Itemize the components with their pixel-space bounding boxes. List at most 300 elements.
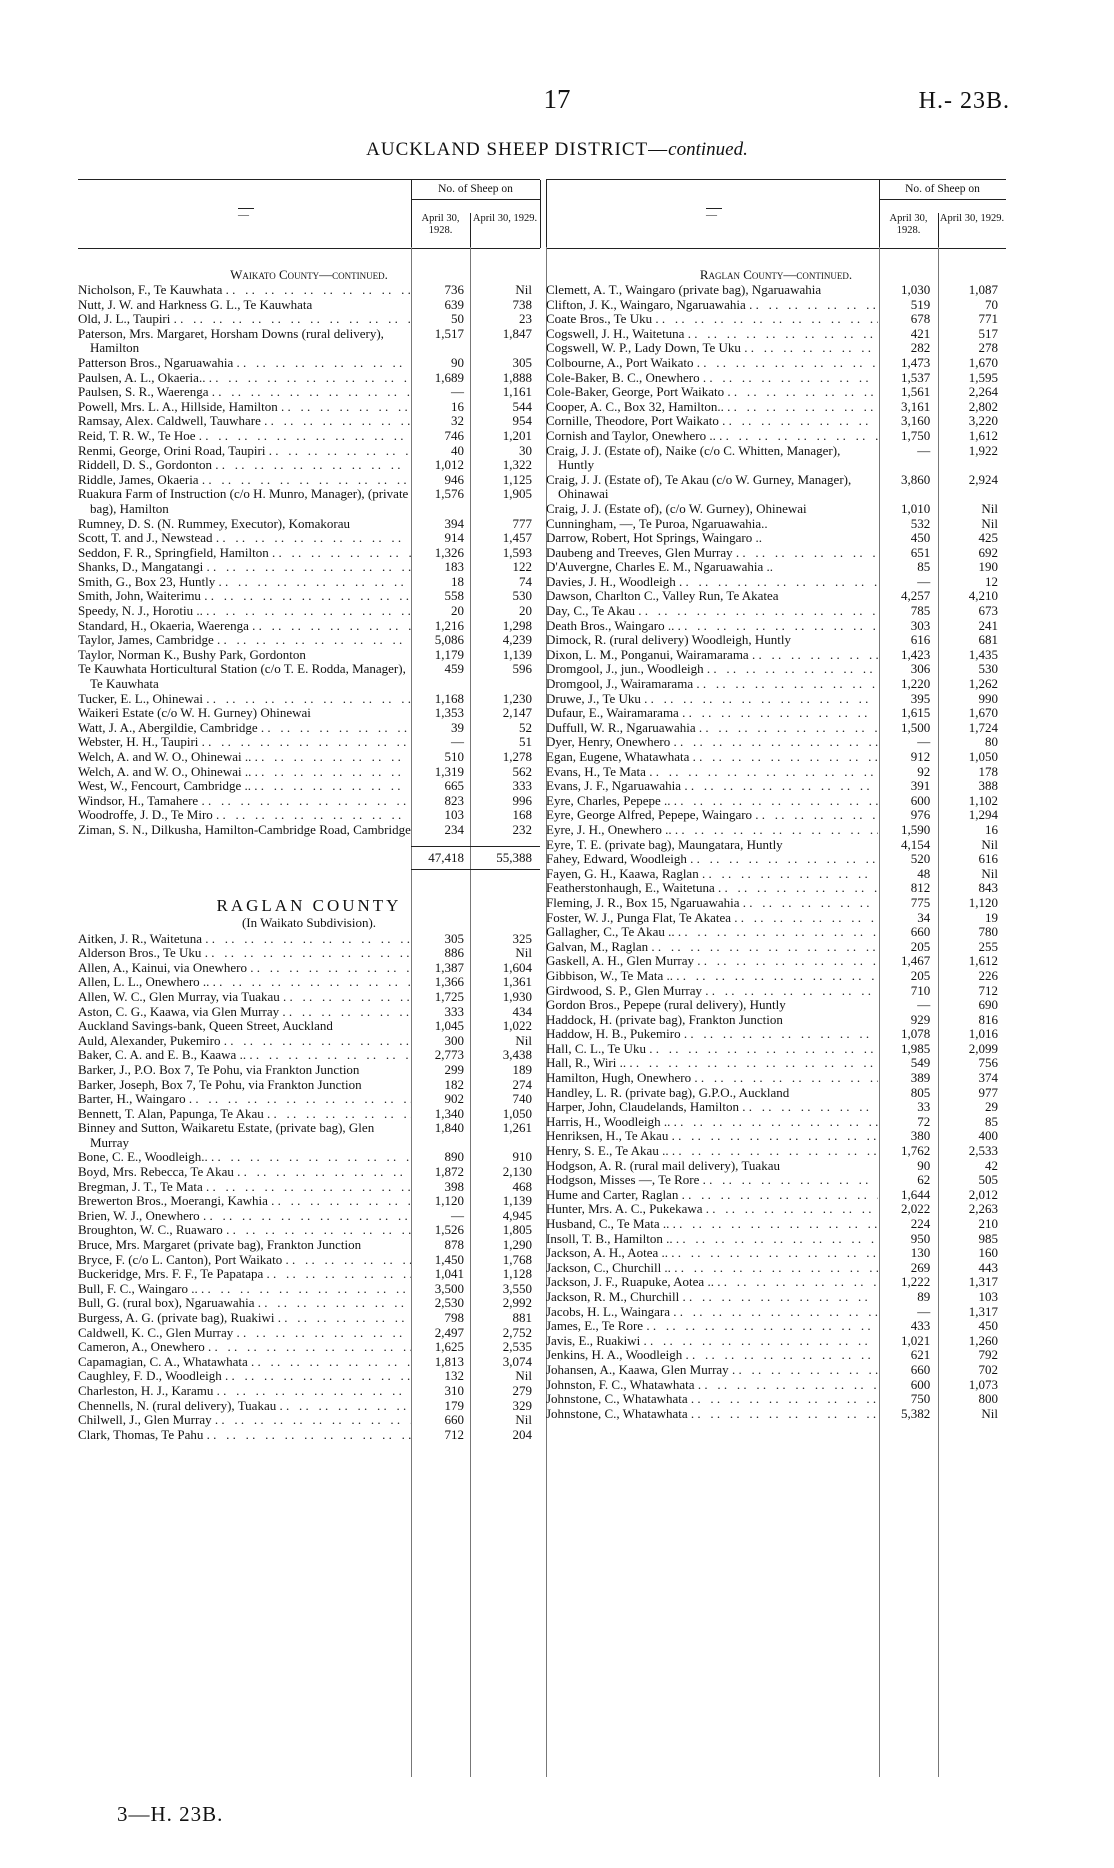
sheep-1929: 190: [978, 559, 998, 575]
sheep-1928: 805: [910, 1084, 931, 1100]
owner-name: Riddle, James, Okaeria . .: [78, 473, 411, 488]
owner-name: Craig, J. J. (Estate of), Te Akau (c/o W. Gurney, Manager), Ohinawai: [546, 471, 852, 502]
owner-name: Windsor, H., Tamahere . .: [78, 794, 411, 809]
table-row: [78, 1267, 540, 1282]
table-row: [78, 298, 540, 313]
owner-name: Bregman, J. T., Te Mata . .: [78, 1180, 411, 1195]
table-row: [78, 1355, 540, 1370]
table-row: [546, 925, 1006, 940]
table-row: [78, 1121, 540, 1150]
owner-name: Welch, A. and W. O., Ohinewai .. . .: [78, 765, 411, 780]
owner-name: Cogswell, J. H., Waitetuna . .: [546, 327, 878, 342]
header-sheep-label: No. of Sheep on: [411, 183, 540, 200]
sheep-1929: 80: [985, 734, 998, 750]
sheep-1929: 4,239: [502, 632, 532, 648]
table-row: [78, 1092, 540, 1107]
sheep-1928: 750: [910, 1391, 931, 1407]
table-row: [78, 692, 540, 707]
owner-name: Welch, A. and W. O., Ohinewai .. . .: [78, 750, 411, 765]
table-row: [78, 1428, 540, 1443]
table-row: [546, 838, 1006, 853]
owner-name: Waikeri Estate (c/o W. H. Gurney) Ohinewai: [78, 705, 311, 721]
sheep-1929: 1,016: [968, 1026, 998, 1042]
table-row: [546, 1173, 1006, 1188]
table-row: [78, 1209, 540, 1224]
owner-name: Cole-Baker, George, Port Waikato . .: [546, 385, 878, 400]
waikato-rows: [78, 283, 540, 838]
owner-name: Johnstone, C., Whatawhata . .: [546, 1407, 878, 1422]
table-row: [546, 575, 1006, 590]
owner-name: Chennells, N. (rural delivery), Tuakau . .: [78, 1399, 411, 1414]
right-table-body: [546, 267, 1006, 1421]
sheep-1928: 1,762: [901, 1143, 931, 1159]
sheep-1928: 660: [444, 1412, 464, 1428]
table-row: [546, 298, 1006, 313]
table-row: [78, 975, 540, 990]
sheep-1928: 946: [444, 471, 464, 487]
table-row: [78, 385, 540, 400]
sheep-1928: 616: [910, 632, 931, 648]
sheep-1928: 1,561: [901, 384, 931, 400]
table-row: [546, 1188, 1006, 1203]
table-row: [546, 662, 1006, 677]
sheep-1928: 2,530: [434, 1295, 464, 1311]
sheep-1928: 929: [910, 1011, 931, 1027]
sheep-1928: —: [451, 1207, 464, 1223]
sheep-1929: Nil: [515, 1368, 532, 1384]
sheep-1928: 5,086: [434, 632, 464, 648]
sheep-1929: 325: [512, 930, 532, 946]
sheep-1928: 205: [910, 938, 931, 954]
sheep-1929: 1,230: [502, 690, 532, 706]
owner-name: Taylor, Norman K., Bushy Park, Gordonton: [78, 646, 306, 662]
table-row: [78, 1180, 540, 1195]
owner-name: Auckland Savings-bank, Queen Street, Auckland: [78, 1018, 333, 1034]
sheep-1928: 2,022: [901, 1201, 931, 1217]
sheep-1929: Nil: [981, 1405, 998, 1421]
table-row: [78, 414, 540, 429]
owner-name: Alderson Bros., Te Uku . .: [78, 946, 411, 961]
sheep-1929: 1,457: [502, 530, 532, 546]
sheep-1929: 160: [978, 1245, 998, 1261]
owner-name: Jackson, C., Churchill .. . .: [546, 1261, 878, 1276]
sheep-1928: 1,840: [434, 1120, 464, 1136]
sheep-1928: 812: [910, 880, 931, 896]
left-column: [78, 179, 540, 1442]
table-row: [78, 648, 540, 663]
sheep-1928: 179: [444, 1397, 464, 1413]
table-row: [78, 706, 540, 721]
table-row: [546, 473, 1006, 502]
sheep-1928: 798: [444, 1310, 464, 1325]
sheep-1928: 600: [910, 792, 931, 808]
sheep-1929: 843: [978, 880, 998, 896]
table-row: [546, 312, 1006, 327]
sheep-1928: 394: [444, 515, 464, 531]
sheep-1928: 914: [444, 530, 464, 546]
sheep-1928: 1,021: [901, 1332, 931, 1348]
owner-name: Fayen, G. H., Kaawa, Raglan . .: [546, 867, 878, 882]
sheep-1929: Nil: [981, 515, 998, 531]
sheep-1929: 2,263: [968, 1201, 998, 1217]
sheep-1929: 1,050: [968, 749, 998, 764]
sheep-1929: 16: [985, 821, 998, 837]
owner-name: Henry, S. E., Te Akau .. . .: [546, 1144, 878, 1159]
owner-name: Paterson, Mrs. Margaret, Horsham Downs (rural delivery), Hamilton: [78, 325, 384, 356]
table-row: [78, 1194, 540, 1209]
sheep-1929: 3,438: [502, 1047, 532, 1063]
owner-name: Jenkins, H. A., Woodleigh . .: [546, 1348, 878, 1363]
table-row: [546, 721, 1006, 736]
header-col-b: April 30, 1929.: [939, 213, 1005, 224]
table-row: [78, 546, 540, 561]
table-row: [78, 1282, 540, 1297]
sheep-1928: 3,161: [901, 398, 931, 414]
owner-name: Riddell, D. S., Gordonton . .: [78, 458, 411, 473]
sheep-1928: 785: [910, 603, 931, 619]
sheep-1928: 1,078: [901, 1026, 931, 1042]
sheep-1929: 204: [512, 1426, 532, 1442]
sheep-1929: 52: [519, 719, 532, 735]
table-row: [546, 371, 1006, 386]
table-row: [78, 1223, 540, 1238]
county-heading-waikato: Waikato County—continued.: [230, 267, 388, 282]
table-row: [78, 1384, 540, 1399]
owner-name: Old, J. L., Taupiri . .: [78, 312, 411, 327]
owner-name: Aitken, J. R., Waitetuna . .: [78, 932, 411, 947]
table-row: [546, 633, 1006, 648]
sheep-1929: 178: [978, 763, 998, 779]
sheep-1928: 205: [910, 967, 931, 983]
sheep-1929: 374: [978, 1070, 998, 1086]
owner-name: Dixon, L. M., Ponganui, Wairamarama . .: [546, 648, 878, 663]
table-row: [78, 1369, 540, 1384]
sheep-1929: 450: [978, 1318, 998, 1334]
table-row: [78, 823, 540, 838]
table-row: [546, 356, 1006, 371]
table-row: [78, 1150, 540, 1165]
owner-name: Gallagher, C., Te Akau .. . .: [546, 925, 878, 940]
left-table-body: [78, 267, 540, 1442]
county-heading-raglan-continued: Raglan County—continued.: [699, 267, 853, 282]
owner-name: Standard, H., Okaeria, Waerenga . .: [78, 619, 411, 634]
sheep-1928: 3,860: [901, 471, 931, 487]
owner-name: Reid, T. R. W., Te Hoe . .: [78, 429, 411, 444]
table-row: [546, 750, 1006, 765]
sheep-1928: 1,030: [901, 282, 931, 297]
sheep-1929: 881: [512, 1310, 532, 1325]
sheep-1928: 1,387: [434, 959, 464, 975]
owner-name: Jackson, J. F., Ruapuke, Aotea .. . .: [546, 1275, 878, 1290]
sheep-1928: 1,450: [434, 1251, 464, 1267]
owner-name: Coate Bros., Te Uku . .: [546, 312, 878, 327]
owner-name: Barker, J., P.O. Box 7, Te Pohu, via Frankton Junction: [78, 1061, 360, 1077]
owner-name: Nutt, J. W. and Harkness G. L., Te Kauwhata: [78, 296, 313, 312]
table-row: [546, 1290, 1006, 1305]
sheep-1929: 954: [512, 413, 532, 429]
table-row: [78, 633, 540, 648]
sheep-1929: 990: [978, 690, 998, 706]
owner-name: Fleming, J. R., Box 15, Ngaruawahia . .: [546, 896, 878, 911]
sheep-1928: 380: [910, 1128, 931, 1144]
owner-name: Cooper, A. C., Box 32, Hamilton.. . .: [546, 400, 878, 415]
owner-name: Gordon Bros., Pepepe (rural delivery), Huntly: [546, 997, 786, 1013]
table-row: [78, 1078, 540, 1093]
owner-name: Hall, R., Wiri .. . .: [546, 1056, 878, 1071]
sheep-1928: 1,220: [901, 676, 931, 692]
sheep-1929: 692: [978, 544, 998, 560]
sheep-1928: 1,326: [434, 544, 464, 560]
table-row: [78, 1413, 540, 1428]
owner-name: Watt, J. A., Abergildie, Cambridge . .: [78, 721, 411, 736]
table-row: [78, 604, 540, 619]
sheep-1929: 1,102: [968, 792, 998, 808]
sheep-1928: 1,045: [434, 1018, 464, 1034]
table-row: [78, 932, 540, 947]
owner-name: Dromgool, J., Wairamarama . .: [546, 677, 878, 692]
sheep-1928: 549: [910, 1055, 931, 1071]
sheep-1929: 1,905: [502, 486, 532, 502]
right-table-header: [546, 179, 1006, 249]
owner-name: Binney and Sutton, Waikaretu Estate, (private bag), Glen Murray: [78, 1120, 375, 1150]
owner-name: Galvan, M., Raglan . .: [546, 940, 878, 955]
sheep-1929: 1,317: [968, 1274, 998, 1290]
sheep-1929: 740: [512, 1091, 532, 1107]
sheep-1929: 771: [978, 311, 998, 327]
sheep-1928: 450: [910, 530, 931, 546]
sheep-1929: 4,945: [502, 1207, 532, 1223]
sheep-1929: 1,435: [968, 646, 998, 662]
sheep-1928: 303: [910, 617, 931, 633]
table-row: [78, 531, 540, 546]
table-row: [546, 327, 1006, 342]
table-row: [546, 823, 1006, 838]
table-row: [546, 400, 1006, 415]
sheep-1928: 89: [917, 1288, 931, 1304]
sheep-1929: 1,201: [502, 427, 532, 443]
sheep-1929: 74: [519, 573, 532, 589]
table-row: [78, 327, 540, 356]
sheep-1928: 1,576: [434, 486, 464, 502]
sheep-1928: 182: [444, 1076, 464, 1092]
total-1929: 55,388: [470, 846, 540, 870]
sheep-1929: Nil: [515, 282, 532, 297]
owner-name: Broughton, W. C., Ruawaro . .: [78, 1223, 411, 1238]
owner-name: Duffull, W. R., Ngaruawahia . .: [546, 721, 878, 736]
table-row: [546, 1334, 1006, 1349]
table-row: [78, 1311, 540, 1326]
sheep-1929: 1,260: [968, 1332, 998, 1348]
table-row: [546, 341, 1006, 356]
sheep-1929: 544: [512, 398, 532, 414]
owner-name: Barker, Joseph, Box 7, Te Pohu, via Frankton Junction: [78, 1076, 362, 1092]
sheep-1929: 103: [978, 1288, 998, 1304]
owner-name: Chilwell, J., Glen Murray . .: [78, 1413, 411, 1428]
sheep-1929: 1,604: [502, 959, 532, 975]
sheep-1929: 1,022: [502, 1018, 532, 1034]
header-dash: —: [706, 208, 722, 221]
sheep-1929: 30: [519, 442, 532, 458]
owner-name: Cornille, Theodore, Port Waikato . .: [546, 414, 878, 429]
sheep-1929: 1,261: [502, 1120, 532, 1136]
sheep-1928: 712: [444, 1426, 464, 1442]
table-row: [546, 1232, 1006, 1247]
table-row: [546, 852, 1006, 867]
sheep-1928: 269: [910, 1259, 931, 1275]
sheep-1929: Nil: [515, 1412, 532, 1428]
owner-name: Auld, Alexander, Pukemiro . .: [78, 1034, 411, 1049]
table-row: [546, 414, 1006, 429]
sheep-1928: 1,222: [901, 1274, 931, 1290]
table-row: [78, 1238, 540, 1253]
table-row: [546, 998, 1006, 1013]
sheep-1929: 85: [985, 1113, 998, 1129]
sheep-1928: 421: [910, 325, 931, 341]
table-row: [78, 1399, 540, 1414]
owner-name: Woodroffe, J. D., Te Miro . .: [78, 808, 411, 823]
sheep-1928: 823: [444, 792, 464, 808]
sheep-1929: 2,535: [502, 1339, 532, 1355]
sheep-1929: 910: [512, 1149, 532, 1165]
sheep-1929: 122: [512, 559, 532, 575]
sheep-1928: 621: [910, 1347, 931, 1363]
sheep-1929: 3,550: [502, 1280, 532, 1296]
sheep-1929: 712: [978, 982, 998, 998]
sheep-1928: 433: [910, 1318, 931, 1334]
owner-name: Darrow, Robert, Hot Springs, Waingaro ..: [546, 530, 762, 546]
owner-name: Foster, W. J., Punga Flat, Te Akatea . .: [546, 911, 878, 926]
sheep-1929: 1,670: [968, 354, 998, 370]
sheep-1929: 1,298: [502, 617, 532, 633]
sheep-1929: 505: [978, 1172, 998, 1188]
owner-name: D'Auvergne, Charles E. M., Ngaruawahia ..: [546, 559, 774, 575]
owner-name: Patterson Bros., Ngaruawahia . .: [78, 356, 411, 371]
table-row: [546, 560, 1006, 575]
owner-name: Eyre, T. E. (private bag), Maungatara, Huntly: [546, 836, 783, 852]
sheep-1928: 398: [444, 1178, 464, 1194]
sheep-1928: 1,537: [901, 369, 931, 385]
sheep-1928: 878: [444, 1237, 464, 1253]
sheep-1928: 103: [444, 807, 464, 823]
sheep-1928: 459: [444, 661, 464, 677]
sheep-1928: 1,500: [901, 719, 931, 735]
owner-name: Harper, John, Claudelands, Hamilton . .: [546, 1100, 878, 1115]
sheep-1929: 985: [978, 1230, 998, 1246]
sheep-1929: Nil: [981, 500, 998, 516]
table-row: [546, 429, 1006, 444]
sheep-1929: 232: [512, 821, 532, 837]
table-row: [546, 1202, 1006, 1217]
table-row: [546, 808, 1006, 823]
sheep-1928: 130: [910, 1245, 931, 1261]
sheep-1928: 183: [444, 559, 464, 575]
table-row: [78, 356, 540, 371]
owner-name: Fahey, Edward, Woodleigh . .: [546, 852, 878, 867]
owner-name: Scott, T. and J., Newstead . .: [78, 531, 411, 546]
table-row: [78, 444, 540, 459]
sheep-1929: Nil: [515, 1032, 532, 1048]
sheep-1928: 1,517: [434, 325, 464, 341]
heading-main: AUCKLAND SHEEP DISTRICT: [366, 139, 649, 160]
sheep-1928: 62: [917, 1172, 931, 1188]
sheep-1928: 600: [910, 1376, 931, 1392]
table-row: [78, 735, 540, 750]
owner-name: Handley, L. R. (private bag), G.P.O., Auckland: [546, 1084, 790, 1100]
table-row: [546, 1407, 1006, 1422]
owner-name: Hume and Carter, Raglan . .: [546, 1188, 878, 1203]
sheep-1929: 1,930: [502, 988, 532, 1004]
owner-name: Allen, A., Kainui, via Onewhero . .: [78, 961, 411, 976]
sheep-1928: 1,340: [434, 1105, 464, 1121]
sheep-1929: 226: [978, 967, 998, 983]
sheep-1928: 300: [444, 1032, 464, 1048]
sheep-1929: 1,612: [968, 953, 998, 969]
sheep-1929: 4,210: [968, 588, 998, 604]
sheep-1928: 660: [910, 924, 931, 940]
owner-name: Harris, H., Woodleigh .. . .: [546, 1115, 878, 1130]
table-row: [546, 1086, 1006, 1101]
table-row: [546, 1305, 1006, 1320]
owner-name: Paulsen, A. L., Okaeria.. . .: [78, 371, 411, 386]
sheep-1928: 310: [444, 1382, 464, 1398]
owner-name: Caldwell, K. C., Glen Murray . .: [78, 1326, 411, 1341]
sheep-1928: 651: [910, 544, 931, 560]
sheep-1928: 90: [451, 354, 464, 370]
sheep-1929: 780: [978, 924, 998, 940]
owner-name: Ramsay, Alex. Caldwell, Tauwhare . .: [78, 414, 411, 429]
table-row: [546, 794, 1006, 809]
owner-name: Daubeng and Treeves, Glen Murray . .: [546, 546, 878, 561]
table-row: [546, 502, 1006, 517]
table-row: [546, 283, 1006, 298]
sheep-1929: 189: [512, 1061, 532, 1077]
sheep-1928: 92: [917, 763, 931, 779]
sheep-1928: 710: [910, 982, 931, 998]
table-row: [78, 990, 540, 1005]
sheep-1928: 50: [451, 311, 464, 327]
table-row: [546, 954, 1006, 969]
owner-name: Bennett, T. Alan, Papunga, Te Akau . .: [78, 1107, 411, 1122]
owner-name: Dromgool, J., jun., Woodleigh . .: [546, 662, 878, 677]
sheep-1929: 2,992: [502, 1295, 532, 1311]
sheep-1928: 4,154: [901, 836, 931, 852]
waikato-totals: [78, 846, 540, 870]
sheep-1928: 16: [451, 398, 464, 414]
sheep-1928: 1,872: [434, 1164, 464, 1180]
table-row: [78, 721, 540, 736]
sheep-1928: 234: [444, 821, 464, 837]
sheep-1929: 279: [512, 1382, 532, 1398]
sheep-1929: 168: [512, 807, 532, 823]
table-row: [546, 896, 1006, 911]
sheep-1929: 1,670: [968, 705, 998, 721]
sheep-1929: 1,139: [502, 1193, 532, 1209]
owner-name: Seddon, F. R., Springfield, Hamilton . .: [78, 546, 411, 561]
table-row: [546, 1129, 1006, 1144]
owner-name: Shanks, D., Mangatangi . .: [78, 560, 411, 575]
owner-name: Dawson, Charlton C., Valley Run, Te Akatea: [546, 588, 779, 604]
owner-name: Baker, C. A. and E. B., Kaawa .. . .: [78, 1048, 411, 1063]
table-row: [78, 560, 540, 575]
owner-name: Nicholson, F., Te Kauwhata . .: [78, 283, 411, 298]
county-heading-raglan: RAGLAN COUNTY: [216, 895, 402, 915]
sheep-1928: —: [917, 573, 931, 589]
table-row: [546, 765, 1006, 780]
sheep-1929: 70: [985, 296, 998, 312]
sheep-1929: 1,278: [502, 749, 532, 764]
table-row: [78, 312, 540, 327]
sheep-1928: 3,500: [434, 1280, 464, 1296]
